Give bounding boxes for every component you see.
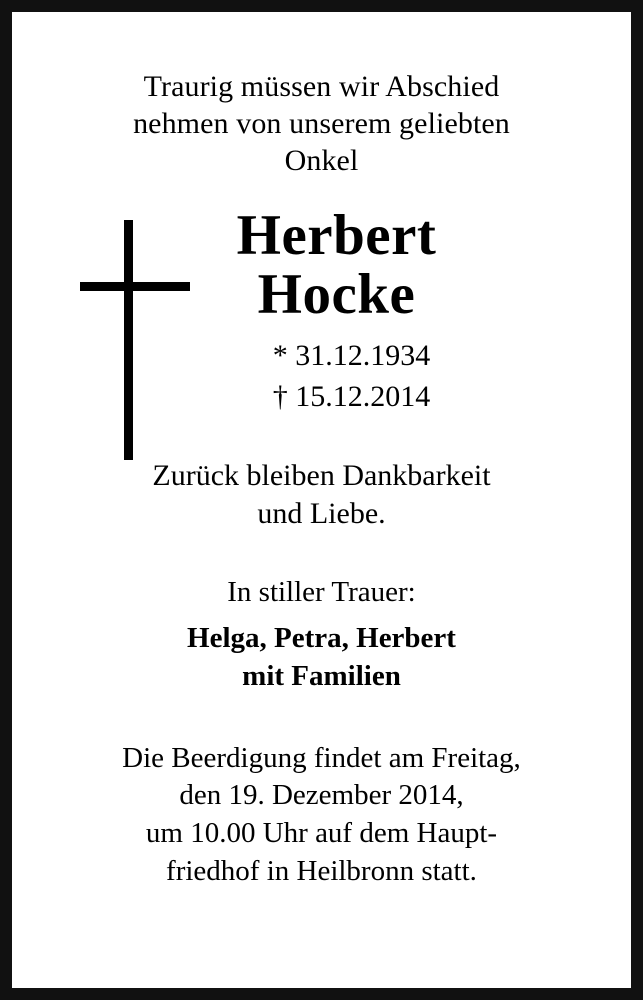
deceased-last-name: Hocke (257, 262, 416, 326)
verse-line-1: Zurück bleiben Dankbarkeit (152, 459, 491, 493)
mourner-line-1: Helga, Petra, Herbert (187, 622, 456, 655)
funeral-line-2: den 19. Dezember 2014, (179, 779, 464, 812)
funeral-line-3: um 10.00 Uhr auf dem Haupt- (145, 817, 498, 850)
intro-line-2: nehmen von unserem geliebten (133, 107, 510, 141)
funeral-line-1: Die Beerdigung findet am Freitag, (122, 741, 521, 774)
death-date: † 15.12.2014 (272, 379, 431, 413)
verse-text (152, 457, 490, 532)
birth-date: * 31.12.1934 (272, 339, 431, 373)
obituary-frame (8, 8, 635, 992)
funeral-line-4: friedhof in Heilbronn statt. (166, 854, 477, 887)
mourner-names (187, 620, 456, 695)
deceased-first-name: Herbert (236, 203, 437, 267)
christian-cross-icon (80, 220, 190, 460)
intro-line-1: Traurig müssen wir Abschied (143, 70, 500, 103)
intro-text (133, 68, 510, 180)
name-block (28, 203, 615, 418)
cross-horizontal-bar (80, 282, 190, 291)
mourner-intro: In stiller Trauer: (227, 576, 416, 609)
cross-vertical-bar (124, 220, 133, 460)
mourner-line-2: mit Familien (242, 660, 401, 693)
funeral-details (122, 740, 521, 891)
intro-line-3: Onkel (284, 144, 359, 178)
verse-line-2: und Liebe. (257, 496, 386, 530)
